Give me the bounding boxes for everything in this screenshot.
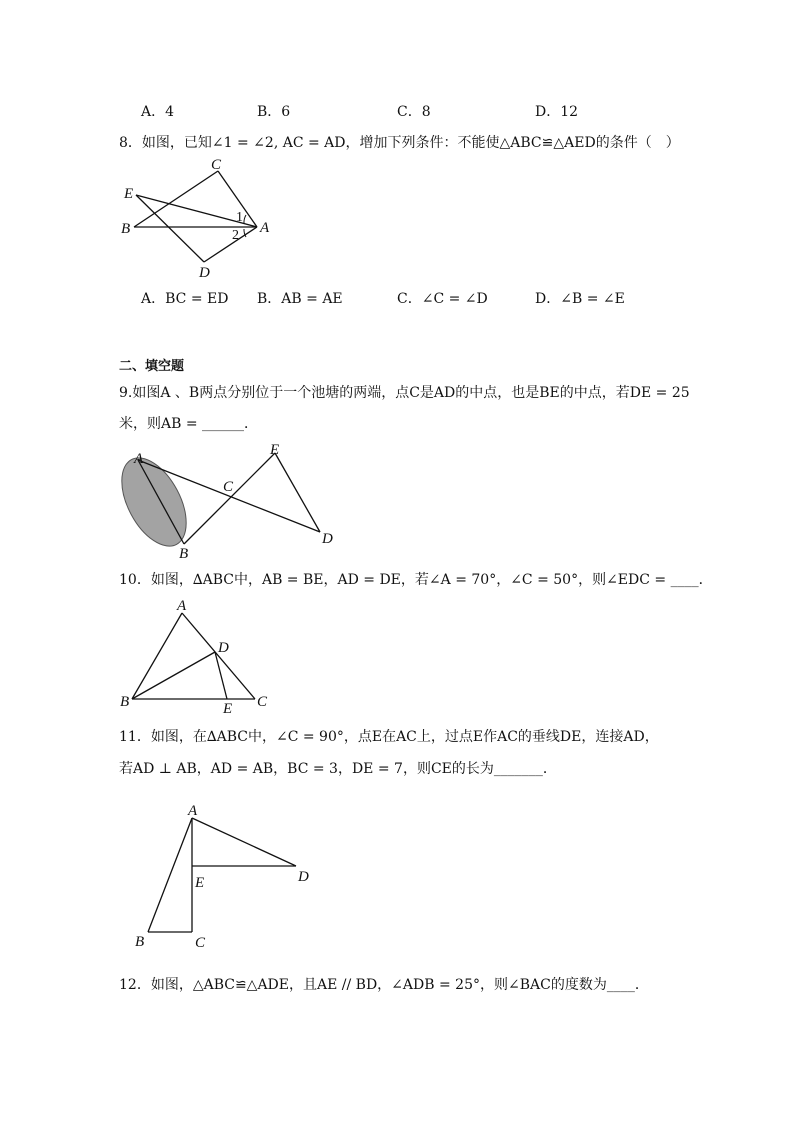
q9-line2: 米，则AB = ______．	[119, 416, 259, 432]
q11-line2: 若AD ⊥ AB，AD = AB，BC = 3，DE = 7，则CE的长为_______．	[119, 761, 557, 777]
q9-figure	[110, 440, 350, 565]
q10-label-a: A	[177, 598, 187, 614]
q10-segment-ab	[132, 613, 182, 699]
q11-figure	[125, 795, 325, 955]
q9-label-d: D	[322, 531, 333, 547]
q7-option-a: A．4	[141, 104, 175, 120]
q9-label-c: C	[223, 479, 234, 495]
q7-option-c: C．8	[397, 104, 431, 120]
q8-label-d: D	[199, 265, 210, 281]
q11-segment-ab	[148, 818, 192, 932]
q8-option-c: C．∠C = ∠D	[397, 291, 488, 307]
q11-label-c: C	[195, 935, 206, 951]
section-title: 二、填空题	[119, 359, 185, 374]
q11-segment-ad	[192, 818, 296, 866]
q8-segment-bc	[134, 171, 218, 227]
q10-label-b: B	[120, 694, 130, 710]
q10-label-e: E	[223, 701, 233, 717]
q8-label-a: A	[260, 220, 270, 236]
q10-figure	[110, 595, 280, 720]
q11-label-a: A	[188, 803, 198, 819]
q8-option-a: A．BC = ED	[141, 291, 229, 307]
q8-option-b: B．AB = AE	[257, 291, 343, 307]
q8-segment-ed	[136, 195, 204, 262]
q9-segment-be	[184, 453, 275, 544]
q9-label-b: B	[179, 546, 189, 562]
q9-line1: 9.如图A 、B两点分别位于一个池塘的两端，点C是AD的中点，也是BE的中点，若DE = 25	[119, 385, 690, 401]
q8-label-1: 1	[236, 210, 243, 225]
q10-text: 10．如图，∆ABC中，AB = BE，AD = DE，若∠A = 70°，∠C = 50°，则∠EDC = ____．	[119, 572, 713, 588]
q10-segment-bd	[132, 652, 215, 699]
q11-label-e: E	[195, 875, 205, 891]
q8-label-2: 2	[232, 228, 239, 243]
q10-label-c: C	[257, 694, 268, 710]
q8-text: 8．如图，已知∠1 = ∠2, AC = AD，增加下列条件：不能使△ABC≌△AED的条件（ ）	[119, 135, 680, 151]
q7-option-b: B．6	[257, 104, 291, 120]
q9-segment-ed	[275, 453, 320, 532]
q9-label-e: E	[270, 442, 280, 458]
q10-label-d: D	[218, 640, 229, 656]
q8-label-b: B	[121, 221, 131, 237]
q11-label-b: B	[135, 934, 145, 950]
q8-option-d: D．∠B = ∠E	[535, 291, 625, 307]
q11-line1: 11．如图，在∆ABC中，∠C = 90°，点E在AC上，过点E作AC的垂线DE，连接AD，	[119, 729, 659, 745]
q8-label-e: E	[124, 186, 134, 202]
q11-label-d: D	[298, 869, 309, 885]
q10-segment-ac	[182, 613, 255, 699]
q8-segment-ad	[204, 227, 257, 262]
q8-label-c: C	[211, 157, 222, 173]
q8-figure	[110, 155, 290, 285]
q7-option-d: D．12	[535, 104, 579, 120]
q9-label-a: A	[134, 451, 144, 467]
q12-text: 12．如图，△ABC≌△ADE，且AE // BD，∠ADB = 25°，则∠BAC的度数为____．	[119, 977, 649, 993]
pond-shape	[109, 447, 200, 556]
q8-angle-arc-1	[244, 215, 246, 223]
